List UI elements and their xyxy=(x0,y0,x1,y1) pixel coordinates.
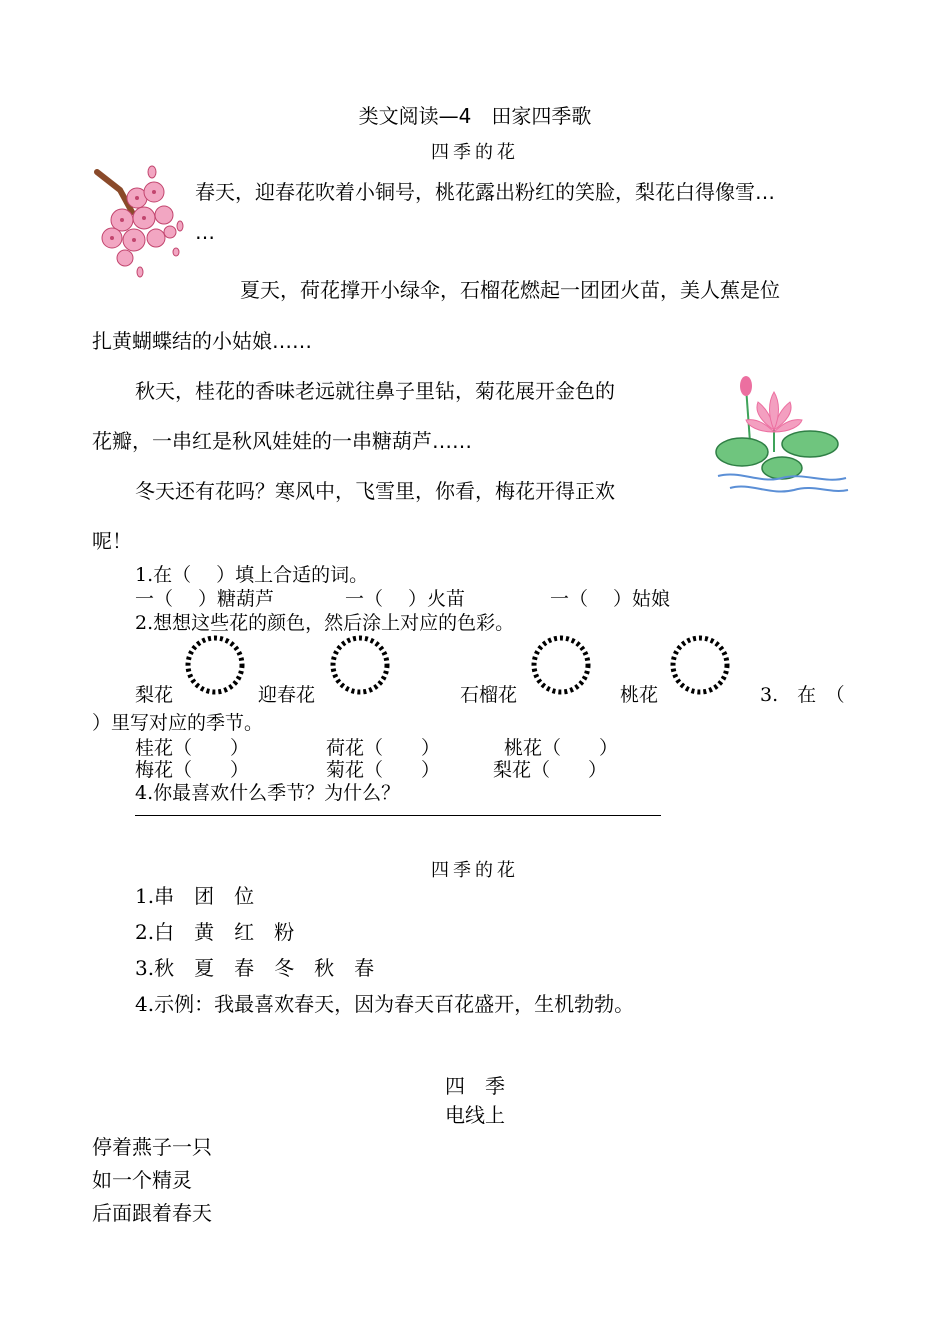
coloring-ring-1[interactable] xyxy=(182,632,248,698)
answer-3: 3.秋 夏 春 冬 秋 春 xyxy=(135,956,375,980)
q3-pear[interactable]: 梨花（ ） xyxy=(493,759,608,781)
q3-lotus[interactable]: 荷花（ ） xyxy=(326,737,441,759)
passage-winter-cont: 呢！ xyxy=(92,529,132,553)
q1-blank-3[interactable]: 一（ ）姑娘 xyxy=(550,588,671,610)
question-2: 2.想想这些花的颜色，然后涂上对应的色彩。 xyxy=(135,612,515,634)
question-1: 1.在（ ）填上合适的词。 xyxy=(135,564,369,586)
poem-line-2: 如一个精灵 xyxy=(92,1168,192,1192)
q3-peach[interactable]: 桃花（ ） xyxy=(504,737,619,759)
passage-winter: 冬天还有花吗？寒风中，飞雪里，你看，梅花开得正欢 xyxy=(135,479,615,503)
q3-chrysanthemum[interactable]: 菊花（ ） xyxy=(326,759,441,781)
flower-label-jasmine: 迎春花 xyxy=(258,684,316,706)
coloring-ring-3[interactable] xyxy=(528,632,594,698)
coloring-ring-2[interactable] xyxy=(327,632,393,698)
q1-blank-2[interactable]: 一（ ）火苗 xyxy=(345,588,466,610)
coloring-ring-4[interactable] xyxy=(667,632,733,698)
q1-blank-1[interactable]: 一（ ）糖葫芦 xyxy=(135,588,275,610)
passage-spring-cont: … xyxy=(195,220,215,244)
flower-label-pomegranate: 石榴花 xyxy=(460,684,518,706)
cherry-blossom-icon xyxy=(92,160,187,280)
passage-spring: 春天，迎春花吹着小铜号，桃花露出粉红的笑脸，梨花白得像雪… xyxy=(195,180,775,204)
poem-title: 四 季 xyxy=(445,1074,505,1098)
answer-2: 2.白 黄 红 粉 xyxy=(135,920,295,944)
passage-autumn-cont: 花瓣，一串红是秋风娃娃的一串糖葫芦…… xyxy=(92,429,472,453)
poem-line-3: 后面跟着春天 xyxy=(92,1201,212,1225)
answers-title: 四季的花 xyxy=(431,860,519,881)
answer-line[interactable] xyxy=(135,815,661,816)
passage-summer: 夏天，荷花撑开小绿伞，石榴花燃起一团团火苗，美人蕉是位 xyxy=(240,278,780,302)
page-title: 类文阅读—4 田家四季歌 xyxy=(358,104,592,128)
q3-osmanthus[interactable]: 桂花（ ） xyxy=(135,737,250,759)
poem-subtitle: 电线上 xyxy=(445,1103,505,1127)
poem-line-1: 停着燕子一只 xyxy=(92,1135,212,1159)
q3-plum[interactable]: 梅花（ ） xyxy=(135,759,250,781)
question-3: 3. 在 （ xyxy=(760,684,845,706)
passage-autumn: 秋天，桂花的香味老远就往鼻子里钻，菊花展开金色的 xyxy=(135,379,615,403)
answer-4: 4.示例：我最喜欢春天，因为春天百花盛开，生机勃勃。 xyxy=(135,992,635,1016)
question-3-cont: ）里写对应的季节。 xyxy=(92,712,264,734)
passage-summer-cont: 扎黄蝴蝶结的小姑娘…… xyxy=(92,329,312,353)
lotus-icon xyxy=(710,372,855,502)
answer-1: 1.串 团 位 xyxy=(135,884,255,908)
flower-label-peach: 桃花 xyxy=(620,684,659,706)
flower-label-pear: 梨花 xyxy=(135,684,174,706)
passage-title: 四季的花 xyxy=(431,142,519,163)
question-4: 4.你最喜欢什么季节？为什么？ xyxy=(135,782,401,804)
